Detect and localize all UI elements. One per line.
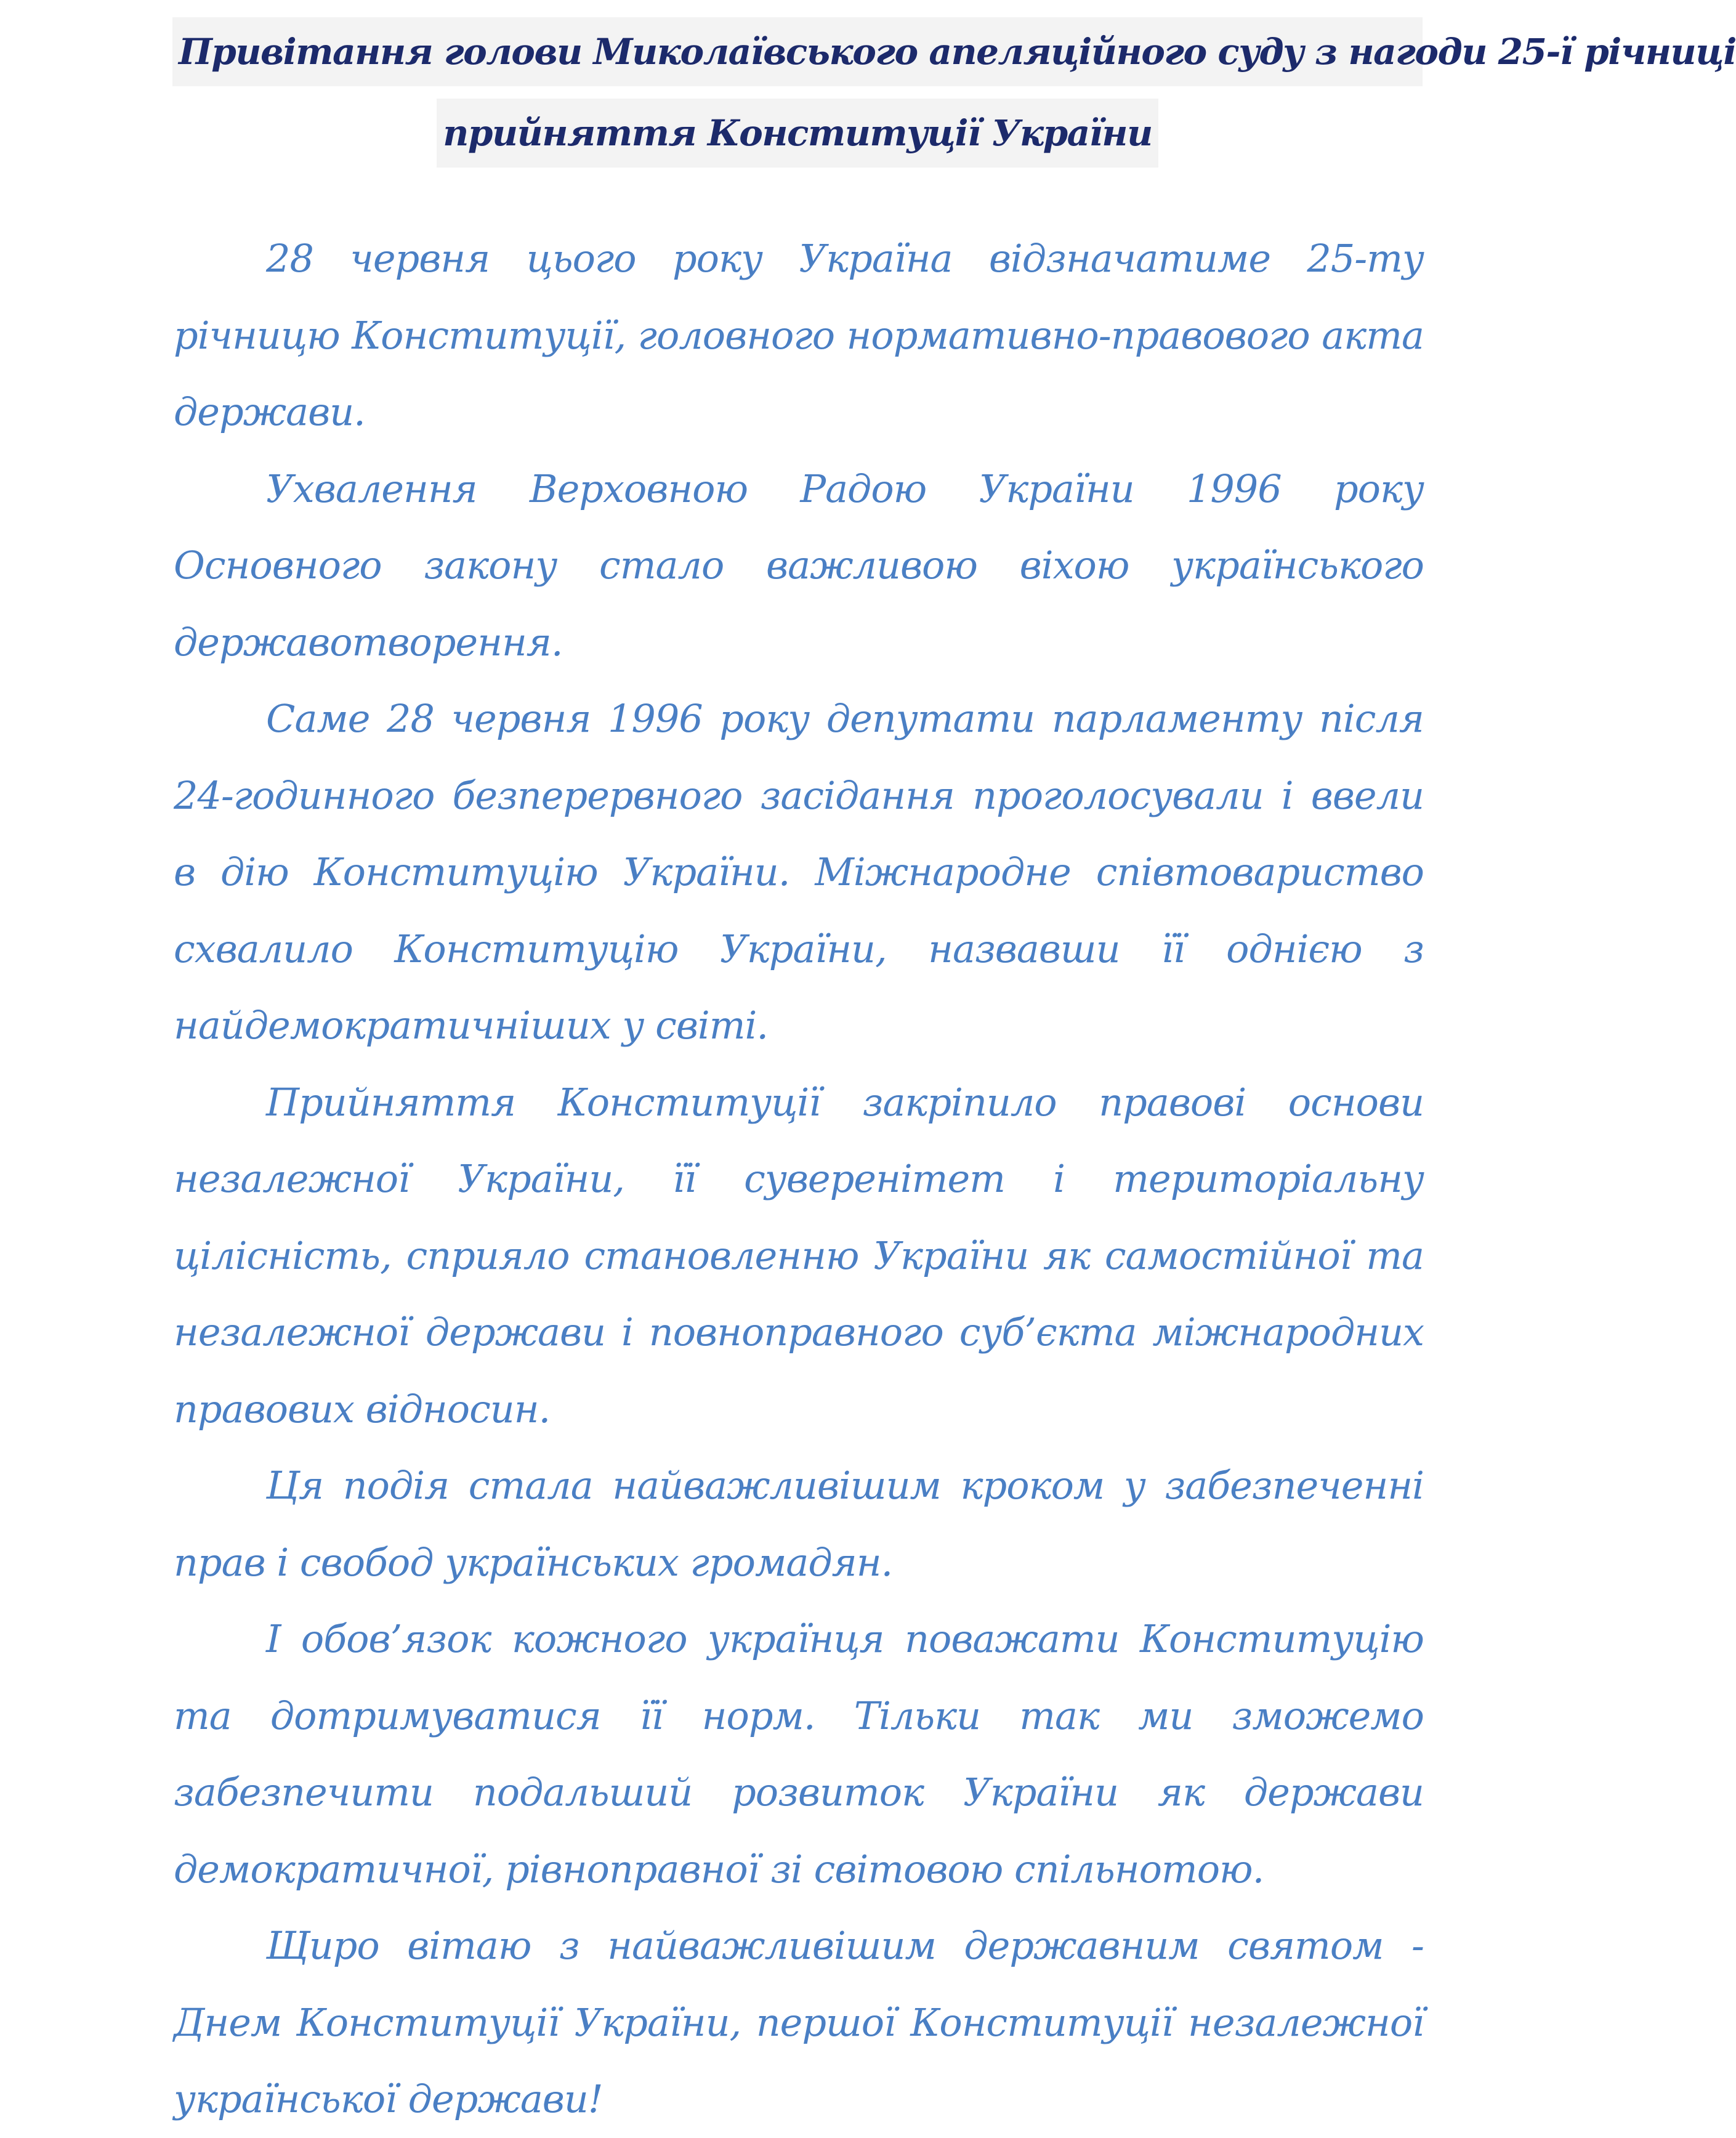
document-title bbox=[172, 17, 1736, 168]
paragraph-rights-freedoms: Ця подія стала найважливішим кроком у забезпеченні прав і свобод українських громадян. bbox=[174, 1463, 1424, 1585]
paragraph-adoption: Ухвалення Верховною Радою України 1996 року Основного закону стало важливою віхою українського державотворення. bbox=[174, 466, 1424, 665]
document-body bbox=[174, 221, 1424, 2138]
title-line-1: Привітання голови Миколаївського апеляційного суду з нагоди 25-ї річниці bbox=[172, 17, 1423, 86]
paragraph-legal-foundations: Прийняття Конституції закріпило правові основи незалежної України, її суверенітет і територіальну цілісність, сприяло становленню України як самостійної та незалежної держави і повноправного суб’єкта міжнародних правових відносин. bbox=[174, 1079, 1424, 1431]
paragraph-greeting: Щиро вітаю з найважливішим державним святом - Днем Конституції України, першої Конституції незалежної української держави! bbox=[174, 1923, 1424, 2121]
paragraph-duty: І обов’язок кожного українця поважати Конституцію та дотримуватися її норм. Тільки так ми зможемо забезпечити подальший розвиток України як держави демократичної, рівноправної зі світовою спільнотою. bbox=[174, 1616, 1424, 1892]
paragraph-anniversary: 28 червня цього року Україна відзначатиме 25-ту річницю Конституції, головного нормативно-правового акта держави. bbox=[174, 236, 1424, 434]
title-line-2: прийняття Конституції України bbox=[437, 99, 1158, 168]
paragraph-parliament-vote: Саме 28 червня 1996 року депутати парламенту після 24-годинного безперервного засідання проголосували і ввели в дію Конституцію України. Міжнародне співтовариство схвалило Конституцію України, назвавши її однією з найдемократичніших у світі. bbox=[174, 696, 1424, 1048]
